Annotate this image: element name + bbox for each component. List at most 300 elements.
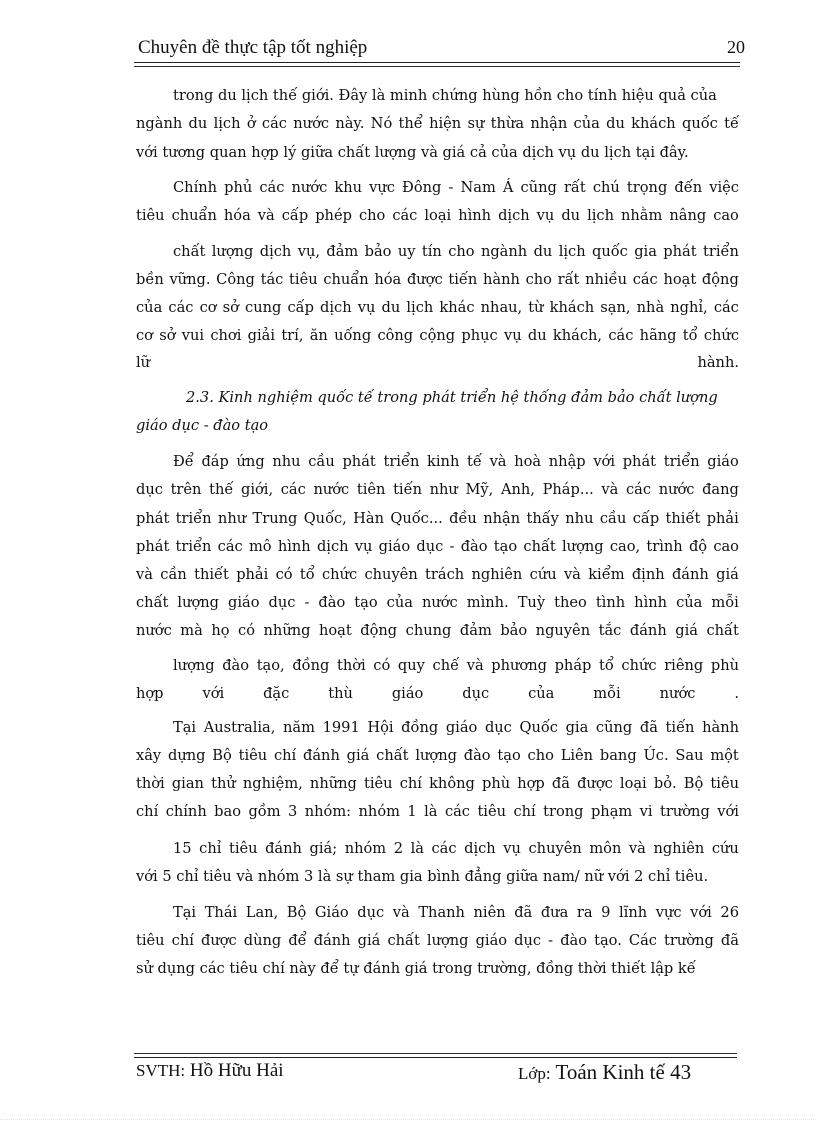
- word: đã: [639, 719, 658, 736]
- word: thể: [398, 115, 423, 132]
- header-title: Chuyên đề thực tập tốt nghiệp: [138, 37, 368, 58]
- word: hình: [634, 594, 668, 611]
- word: phát: [342, 453, 376, 470]
- word: kinh: [427, 453, 460, 470]
- word: cho: [448, 243, 475, 260]
- word: và: [466, 657, 484, 674]
- word: bảo: [500, 622, 528, 639]
- word: nước: [136, 622, 172, 639]
- word: giáo: [707, 453, 739, 470]
- word: phải: [236, 566, 269, 583]
- word: cao: [713, 538, 739, 555]
- word: chất: [387, 932, 420, 949]
- word: chí: [171, 932, 194, 949]
- word: rất: [563, 179, 586, 196]
- word: nhóm:: [304, 803, 352, 820]
- word: Mỹ,: [465, 481, 494, 498]
- word: trường: [664, 932, 714, 949]
- word: Đông: [402, 179, 442, 196]
- word: quốc: [591, 243, 628, 260]
- word: nước: [659, 685, 696, 702]
- word: trọng: [626, 179, 668, 196]
- text-line: [173, 452, 739, 472]
- word: mình.: [466, 594, 509, 611]
- word: của: [528, 685, 555, 702]
- word: trên: [170, 481, 202, 498]
- word: nhà: [636, 299, 665, 316]
- word: .: [734, 685, 739, 702]
- word: đang: [702, 481, 739, 498]
- word: có: [238, 622, 256, 639]
- word: hình: [277, 538, 311, 555]
- word: gian: [171, 775, 204, 792]
- word: chí: [273, 747, 297, 764]
- text-line: [136, 746, 739, 766]
- word: triển: [383, 453, 420, 470]
- word: Công: [216, 271, 255, 288]
- word: cứu: [529, 566, 557, 583]
- word: các: [608, 327, 634, 344]
- word: tiến: [665, 719, 695, 736]
- word: vi: [639, 803, 653, 820]
- word: cao: [713, 207, 739, 224]
- word: đặc: [263, 685, 290, 702]
- word: trách: [425, 566, 465, 583]
- word: giá: [675, 622, 698, 639]
- word: vụ: [354, 538, 373, 555]
- word: với: [690, 904, 712, 921]
- word: khách: [549, 299, 595, 316]
- word: cơ: [199, 299, 217, 316]
- word: tiêu: [289, 271, 318, 288]
- text-line: [136, 114, 739, 134]
- word: đã: [514, 904, 533, 921]
- word: với: [593, 453, 616, 470]
- text-line: với 5 chỉ tiêu và nhóm 3 là sự tham gia bình đẳng giữa nam/ nữ với 2 chỉ tiêu.: [136, 868, 709, 885]
- word: đào: [318, 594, 346, 611]
- word: định: [631, 566, 665, 583]
- text-line: [173, 718, 739, 738]
- word: dục: [357, 904, 385, 921]
- word: giáo: [391, 685, 424, 702]
- word: nhau,: [480, 299, 523, 316]
- text-line: [173, 242, 739, 262]
- word: chất: [376, 747, 409, 764]
- word: tổ: [299, 566, 315, 583]
- word: Thái: [204, 904, 238, 921]
- word: riêng: [664, 657, 704, 674]
- word: tiêu: [136, 932, 165, 949]
- word: chất: [706, 622, 739, 639]
- word: chuẩn: [323, 271, 369, 288]
- word: Nam: [460, 179, 496, 196]
- section-heading: 2.3. Kinh nghiệm quốc tế trong phát triển hệ thống đảm bảo chất lượng: [186, 389, 718, 406]
- word: phù: [710, 657, 739, 674]
- word: tiên: [356, 481, 386, 498]
- word: tắc: [598, 622, 622, 639]
- word: 3: [288, 803, 298, 820]
- word: cầu: [308, 453, 335, 470]
- word: du: [533, 243, 553, 260]
- word: thấy: [526, 510, 559, 527]
- word: nguyên: [535, 622, 591, 639]
- word: chức: [322, 566, 358, 583]
- word: với: [202, 685, 225, 702]
- word: nhận: [483, 510, 521, 527]
- word: là: [424, 803, 438, 820]
- word: tổ: [682, 327, 698, 344]
- word: chuyên: [528, 840, 582, 857]
- word: và: [392, 904, 410, 921]
- word: tiêu: [228, 840, 258, 857]
- word: có: [373, 657, 391, 674]
- word: mỗi: [711, 594, 739, 611]
- word: lịch: [406, 299, 434, 316]
- text-line: [136, 931, 739, 951]
- word: mô: [248, 538, 272, 555]
- word: khu: [334, 179, 363, 196]
- word: 1: [407, 803, 417, 820]
- text-line: [136, 206, 739, 226]
- word: cần: [160, 566, 187, 583]
- word: phù: [481, 775, 511, 792]
- word: đào: [560, 932, 588, 949]
- word: công: [377, 327, 414, 344]
- text-line: [173, 656, 739, 676]
- word: giới,: [240, 481, 274, 498]
- word: theo: [554, 594, 587, 611]
- word: 9: [601, 904, 611, 921]
- word: phục: [461, 327, 498, 344]
- word: gồm: [248, 803, 281, 820]
- word: phương: [491, 657, 547, 674]
- word: các: [217, 538, 243, 555]
- word: đều: [449, 510, 477, 527]
- word: Hàn: [353, 510, 384, 527]
- word: để: [288, 932, 307, 949]
- word: nghiên: [653, 840, 705, 857]
- word: vụ: [536, 207, 555, 224]
- word: Quốc: [519, 719, 558, 736]
- word: ứng: [236, 453, 265, 470]
- word: và: [601, 481, 619, 498]
- word: với: [717, 803, 739, 820]
- word: lĩnh: [619, 904, 648, 921]
- word: lịch: [213, 115, 241, 132]
- word: dịch: [320, 299, 352, 316]
- word: dục: [462, 685, 490, 702]
- word: chuẩn: [171, 207, 217, 224]
- word: cũng: [520, 179, 557, 196]
- word: các: [280, 481, 306, 498]
- word: lịch: [558, 243, 586, 260]
- word: hoạt: [663, 271, 697, 288]
- word: tạo: [497, 747, 521, 764]
- word: như: [429, 481, 458, 498]
- word: những: [309, 775, 357, 792]
- text-line: [136, 774, 739, 794]
- word: nước: [658, 481, 695, 498]
- word: cho: [527, 747, 554, 764]
- word: hóa: [223, 207, 251, 224]
- word: tiêu: [710, 775, 739, 792]
- word: dục: [514, 932, 542, 949]
- word: loại: [619, 775, 647, 792]
- word: các: [444, 803, 470, 820]
- word: phát: [136, 510, 170, 527]
- word: vững.: [169, 271, 211, 288]
- word: các: [261, 115, 287, 132]
- word: những: [263, 622, 311, 639]
- word: triển: [175, 510, 212, 527]
- text-line: [136, 270, 739, 290]
- word: Úc.: [643, 747, 669, 764]
- word: Để: [173, 453, 194, 470]
- text-line: với tương quan hợp lý giữa chất lượng và giá cả của dịch vụ du lịch tại đây.: [136, 144, 689, 161]
- word: ăn: [309, 327, 328, 344]
- word: Quốc...: [390, 510, 443, 527]
- word: đảm: [326, 243, 359, 260]
- class-info: [518, 1060, 691, 1085]
- word: tín: [421, 243, 442, 260]
- word: vụ: [503, 327, 522, 344]
- word: đánh: [303, 747, 340, 764]
- word: vui: [181, 327, 205, 344]
- word: được: [406, 271, 443, 288]
- word: triển: [702, 243, 739, 260]
- word: Chính: [173, 179, 218, 196]
- word: tạo: [354, 594, 378, 611]
- word: tiêu: [136, 207, 165, 224]
- word: tạo: [493, 538, 518, 555]
- word: bền: [136, 271, 164, 288]
- word: thừa: [490, 115, 525, 132]
- word: khác: [439, 299, 475, 316]
- word: hành: [482, 271, 520, 288]
- word: đánh: [671, 566, 709, 583]
- word: quy: [397, 657, 425, 674]
- word: nhằm: [621, 207, 663, 224]
- word: một: [710, 747, 739, 764]
- word: tình: [595, 594, 626, 611]
- word: lượng: [562, 538, 604, 555]
- word: uống: [334, 327, 372, 344]
- word: lượng: [173, 657, 215, 674]
- word: nước: [313, 481, 350, 498]
- word: hoà: [514, 453, 542, 470]
- word: khách: [631, 115, 676, 132]
- word: mỗi: [593, 685, 621, 702]
- word: năm: [283, 719, 315, 736]
- word: tế: [467, 453, 482, 470]
- word: phạm: [590, 803, 633, 820]
- class-label: Lớp:: [518, 1064, 551, 1083]
- word: chức: [621, 657, 657, 674]
- word: pháp: [554, 657, 592, 674]
- word: vụ: [357, 299, 376, 316]
- text-line: [173, 178, 739, 198]
- word: chú: [592, 179, 620, 196]
- text-line: [136, 537, 739, 557]
- word: hình: [458, 207, 492, 224]
- word: phát: [136, 538, 170, 555]
- word: giải: [247, 327, 276, 344]
- word: hãng: [639, 327, 677, 344]
- word: Nó: [370, 115, 393, 132]
- word: thời: [336, 657, 366, 674]
- word: cộng: [419, 327, 456, 344]
- word: nước: [291, 179, 328, 196]
- word: giá;: [309, 840, 338, 857]
- word: hoạt: [319, 622, 352, 639]
- word: môn: [589, 840, 622, 857]
- word: du: [381, 299, 401, 316]
- text-line: trong du lịch thế giới. Đây là minh chứng hùng hồn cho tính hiệu quả của: [173, 87, 717, 104]
- word: tiến: [393, 481, 422, 498]
- word: xây: [136, 747, 162, 764]
- word: dịch: [316, 538, 349, 555]
- word: Tại: [173, 904, 197, 921]
- word: đồng: [401, 719, 439, 736]
- page-number: 20: [727, 37, 745, 57]
- word: ra: [576, 904, 593, 921]
- word: chí: [399, 775, 422, 792]
- word: chí: [513, 803, 536, 820]
- text-line: [136, 480, 739, 500]
- word: chí: [136, 803, 159, 820]
- text-line: [136, 684, 739, 704]
- text-line: [173, 839, 739, 859]
- word: có: [275, 566, 293, 583]
- word: chính: [165, 803, 207, 820]
- word: nghiệm,: [242, 775, 303, 792]
- word: sạn,: [600, 299, 631, 316]
- word: du: [188, 115, 208, 132]
- word: động: [701, 271, 739, 288]
- word: đến: [674, 179, 703, 196]
- word: trình: [646, 538, 683, 555]
- header-rule-thin: [134, 66, 740, 67]
- word: vụ: [503, 840, 521, 857]
- word: triển: [175, 538, 212, 555]
- word: hiện: [429, 115, 462, 132]
- word: giá: [357, 932, 381, 949]
- word: trong: [543, 803, 584, 820]
- text-line: sử dụng các tiêu chí này để tự đánh giá trong trường, đồng thời thiết lập kế: [136, 960, 696, 977]
- word: giá: [716, 566, 739, 583]
- word: cứu: [711, 840, 739, 857]
- footer-rule-thin: [134, 1053, 737, 1054]
- word: lượng: [415, 747, 457, 764]
- word: họ: [211, 622, 230, 639]
- word: của: [136, 299, 163, 316]
- word: dịch: [498, 207, 530, 224]
- word: tổ: [599, 657, 614, 674]
- word: chất: [173, 243, 206, 260]
- word: mà: [180, 622, 203, 639]
- word: 15: [173, 840, 192, 857]
- word: thời: [136, 775, 165, 792]
- word: cấp: [287, 299, 314, 316]
- word: gia: [565, 719, 589, 736]
- word: độ: [688, 538, 708, 555]
- text-line: [173, 903, 739, 923]
- word: của: [676, 594, 703, 611]
- word: chỉ: [199, 840, 222, 857]
- word: phủ: [224, 179, 253, 196]
- text-line: [136, 802, 739, 822]
- word: của: [573, 115, 600, 132]
- word: kiểm: [588, 566, 625, 583]
- text-line: [136, 326, 739, 346]
- word: sở: [222, 299, 239, 316]
- word: các: [259, 179, 285, 196]
- word: được: [200, 932, 237, 949]
- word: đào: [460, 538, 488, 555]
- word: dịch: [464, 840, 496, 857]
- word: -: [548, 932, 554, 949]
- word: gia: [634, 243, 657, 260]
- word: đáp: [201, 453, 229, 470]
- word: du: [527, 327, 547, 344]
- word: các: [625, 481, 652, 498]
- word: giáo: [378, 538, 411, 555]
- word: cầu: [599, 510, 627, 527]
- word: phát: [663, 243, 697, 260]
- word: dục: [268, 594, 296, 611]
- word: nhu: [272, 453, 301, 470]
- word: cho: [525, 271, 552, 288]
- word: đảm: [459, 622, 492, 639]
- word: Quốc,: [303, 510, 347, 527]
- word: chất: [523, 538, 556, 555]
- word: cấp: [281, 207, 309, 224]
- word: chức: [703, 327, 739, 344]
- word: phải: [706, 510, 739, 527]
- word: Pháp...: [542, 481, 594, 498]
- word: Bộ: [212, 747, 232, 764]
- word: nghỉ,: [670, 299, 708, 316]
- word: lượng: [177, 594, 219, 611]
- word: lịch: [587, 207, 614, 224]
- word: bỏ.: [653, 775, 677, 792]
- word: Liên: [560, 747, 594, 764]
- word: được: [577, 775, 613, 792]
- word: bang: [599, 747, 637, 764]
- word: hợp: [517, 775, 545, 792]
- word: lữ: [136, 354, 151, 371]
- word: Bộ: [683, 775, 704, 792]
- word: ngành: [136, 115, 183, 132]
- word: Sau: [675, 747, 704, 764]
- word: -: [304, 594, 310, 611]
- word: Tuỳ: [517, 594, 546, 611]
- word: chất: [136, 594, 169, 611]
- word: bảo: [364, 243, 392, 260]
- word: không: [429, 775, 475, 792]
- student-name: Hồ Hữu Hải: [189, 1060, 284, 1081]
- text-line: [136, 593, 739, 613]
- word: ở: [246, 115, 256, 132]
- word: việc: [709, 179, 739, 196]
- word: du: [606, 115, 625, 132]
- word: Hội: [367, 719, 394, 736]
- word: khách,: [552, 327, 603, 344]
- word: -: [449, 538, 455, 555]
- word: uy: [397, 243, 416, 260]
- word: -: [448, 179, 454, 196]
- word: đã: [720, 932, 739, 949]
